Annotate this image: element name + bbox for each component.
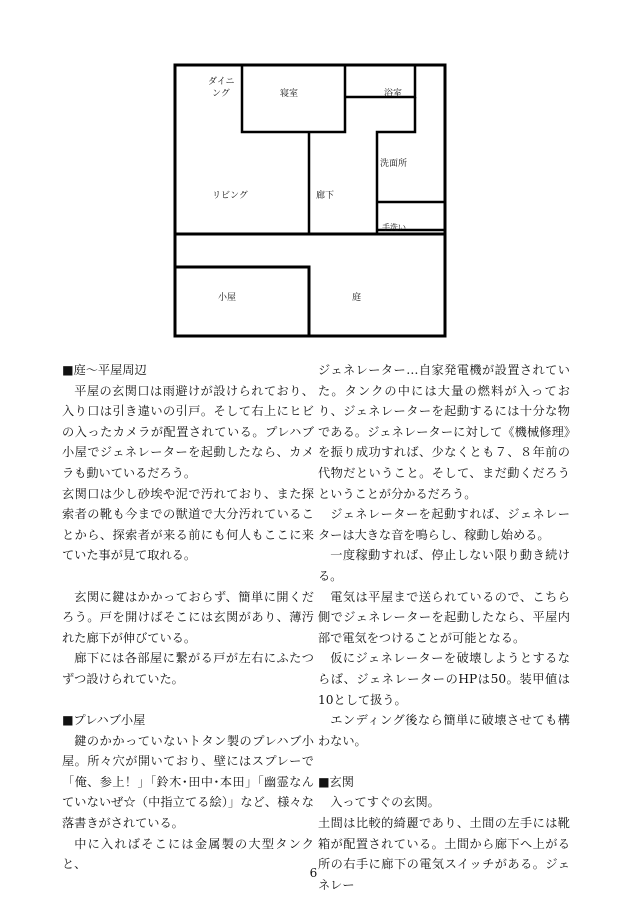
paragraph: 廊下には各部屋に繋がる戸が左右にふたつずつ設けられていた。 xyxy=(62,651,314,686)
room-garden: 庭 xyxy=(352,293,362,303)
room-dining-1: ダイニ xyxy=(208,77,235,87)
room-bathroom: 浴室 xyxy=(384,89,403,99)
page-number: 6 xyxy=(309,866,318,880)
room-dining-2: ング xyxy=(212,89,230,99)
room-washroom: 洗面所 xyxy=(380,159,408,169)
paragraph: エンディング後なら簡単に破壊させても構わない。 xyxy=(318,713,570,748)
paragraph: 平屋の玄関口は雨避けが設けられており、入り口は引き違いの引戸。そして右上にヒビの入ったカメラが配置されている。プレハブ小屋でジェネレーターを起動したなら、カメラも動いているだろう。 xyxy=(62,383,314,480)
paragraph: 入ってすぐの玄関。 xyxy=(330,795,440,810)
room-bedroom: 寝室 xyxy=(280,89,299,99)
paragraph: 玄関に鍵はかかっておらず、簡単に開くだろう。戸を開けばそこには玄関があり、薄汚れた廊下が伸びている。 xyxy=(62,589,314,645)
section-heading-entrance: ■玄関 xyxy=(318,774,354,789)
floor-plan xyxy=(170,62,450,342)
section-heading-garden: ■庭～平屋周辺 xyxy=(62,363,147,377)
paragraph: 仮にジェネレーターを破壊しようとするならば、ジェネレーターのHPは50。装甲値は10として扱う。 xyxy=(318,651,570,707)
paragraph: ジェネレーター…自家発電機が設置されていた。タンクの中には大量の燃料が入っており、ジェネレーターを起動するには十分な物である。ジェネレーターに対して《機械修理》を振り成功すれば、少なくとも７、８年前の代物だということ。そして、まだ動くだろうということが分かるだろう。 xyxy=(318,363,570,501)
paragraph: 電気は平屋まで送られているので、こちら側でジェネレーターを起動したなら、平屋内部で電気をつけることが可能となる。 xyxy=(318,589,570,645)
paragraph: 土間は比較的綺麗であり、土間の左手には靴箱が配置されている。土間から廊下へ上がる所の右手に廊下の電気スイッチがある。ジェネレー xyxy=(318,816,570,892)
room-toilet: 手洗い xyxy=(382,223,406,232)
room-hallway: 廊下 xyxy=(316,191,335,201)
paragraph: ジェネレーターを起動すれば、ジェネレーターは大きな音を鳴らし、稼動し始める。 xyxy=(318,507,570,542)
section-heading-prefab-shed: ■プレハブ小屋 xyxy=(62,713,146,728)
room-living: リビング xyxy=(212,191,248,201)
paragraph: 中に入ればそこには金属製の大型タンクと、 xyxy=(62,836,314,872)
paragraph: 玄関口は少し砂埃や泥で汚れており、また探索者の靴も今までの獣道で大分汚れていることから、探索者が来る前にも何人もここに来ていた事が見て取れる。 xyxy=(62,486,314,563)
room-shed: 小屋 xyxy=(218,293,237,303)
right-column xyxy=(318,360,570,895)
bathroom-wall xyxy=(345,65,415,97)
shed-wall xyxy=(175,267,309,336)
left-column xyxy=(62,360,314,875)
paragraph: 一度稼動すれば、停止しない限り動き続ける。 xyxy=(318,548,570,583)
paragraph: 鍵のかかっていないトタン製のプレハブ小屋。所々穴が開いており、壁にはスプレーで「俺、参上！」「鈴木･田中･本田」「幽霊なんていないぜ☆（中指立てる絵）」など、様々な落書きがされている。 xyxy=(62,733,314,831)
